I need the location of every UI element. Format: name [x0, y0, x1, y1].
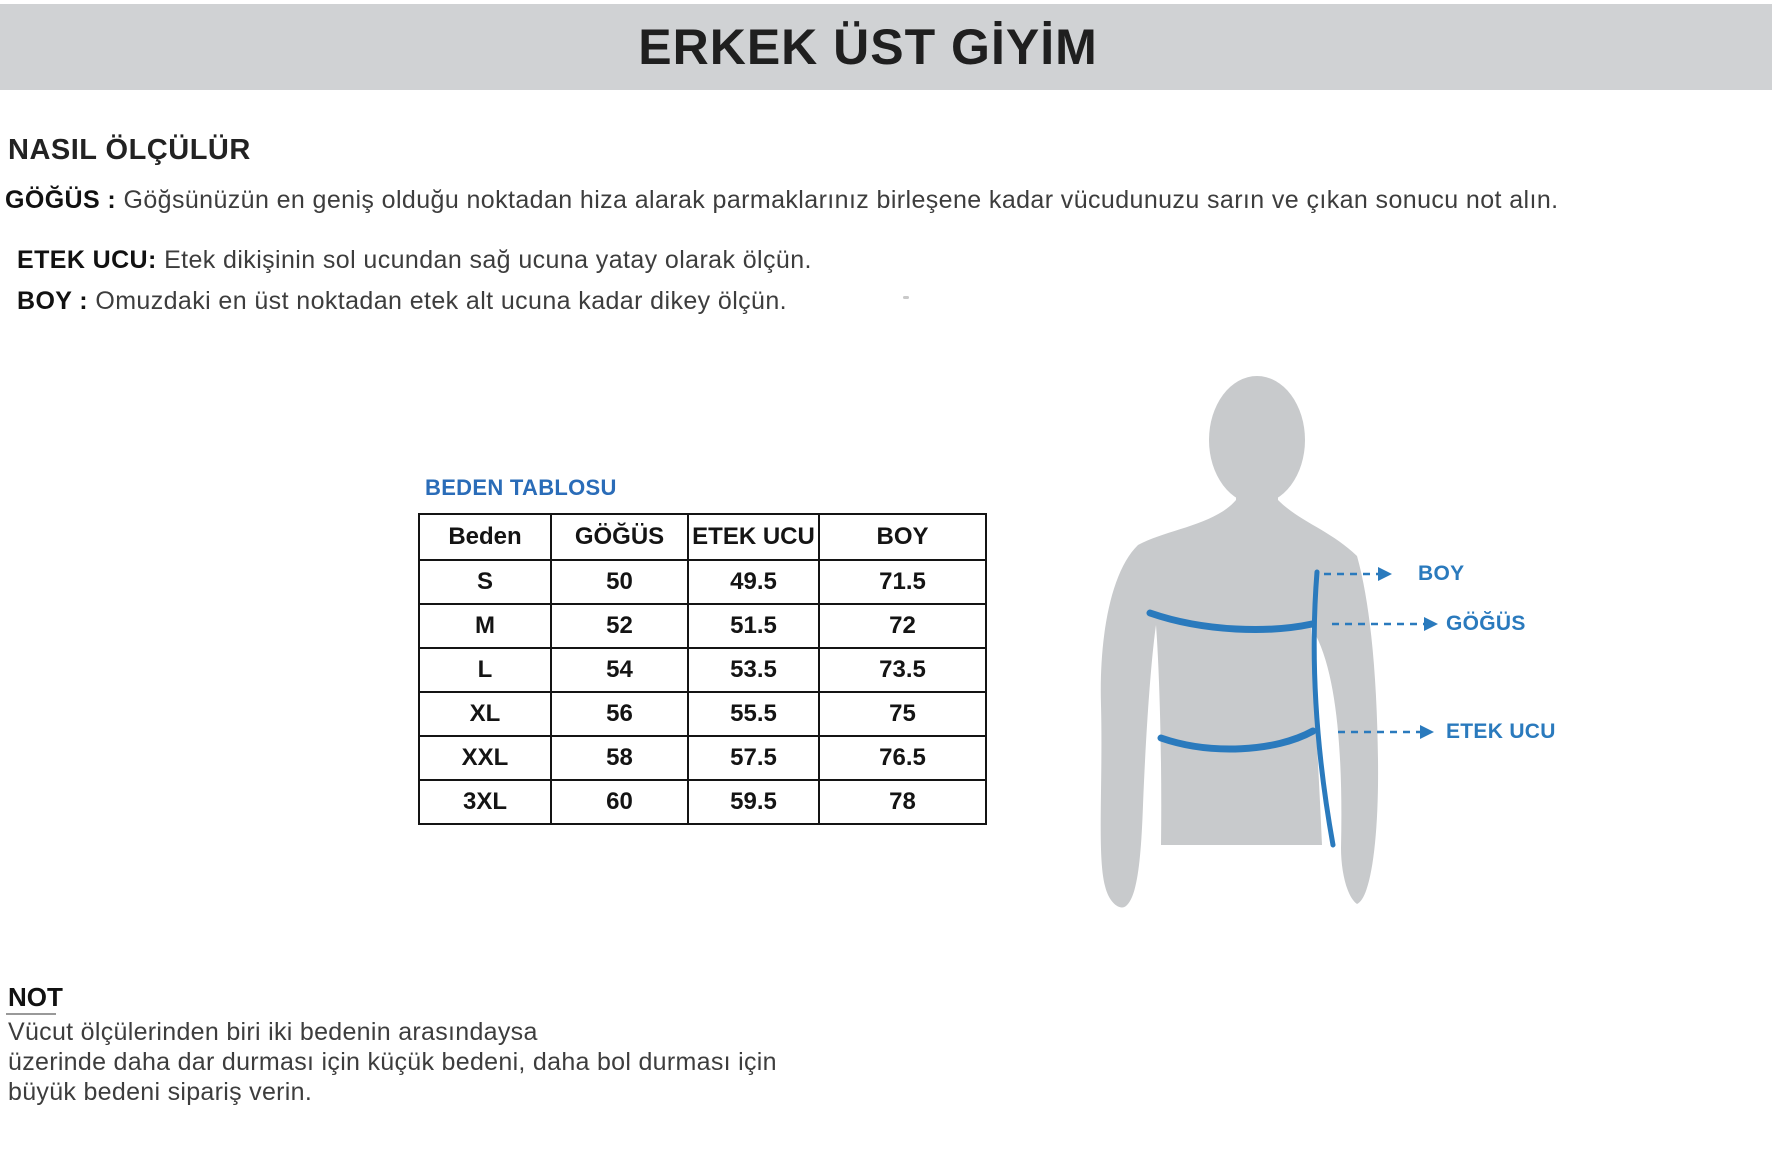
note-line: büyük bedeni sipariş verin.: [8, 1078, 313, 1106]
table-body: [419, 560, 986, 824]
table-row: [419, 692, 986, 736]
table-cell: 49.5: [688, 560, 819, 604]
note-underline: [6, 1013, 56, 1015]
table-row: [419, 780, 986, 824]
table-row: [419, 560, 986, 604]
table-cell: 57.5: [688, 736, 819, 780]
table-cell: 75: [819, 692, 986, 736]
column-header: GÖĞÜS: [551, 514, 688, 560]
table-cell: 54: [551, 648, 688, 692]
table-cell: M: [419, 604, 551, 648]
table-cell: 78: [819, 780, 986, 824]
diagram-label-boy: BOY: [1418, 562, 1465, 585]
measure-desc-text: Göğsünüzün en geniş olduğu noktadan hiza alarak parmaklarınız birleşene kadar vücudunuzu sarın ve çıkan sonucu not alın.: [123, 186, 1559, 214]
table-cell: 51.5: [688, 604, 819, 648]
column-header: BOY: [819, 514, 986, 560]
note-line: üzerinde daha dar durması için küçük bedeni, daha bol durması için: [8, 1048, 777, 1076]
table-cell: 76.5: [819, 736, 986, 780]
table-cell: 55.5: [688, 692, 819, 736]
silhouette-torso: [1101, 500, 1378, 907]
table-cell: L: [419, 648, 551, 692]
table-cell: 71.5: [819, 560, 986, 604]
table-row: [419, 604, 986, 648]
table-cell: 60: [551, 780, 688, 824]
measure-desc-label: GÖĞÜS :: [5, 186, 124, 214]
table-cell: 50: [551, 560, 688, 604]
table-cell: 72: [819, 604, 986, 648]
measure-desc-gogus: [5, 186, 1558, 215]
how-to-measure-title: NASIL ÖLÇÜLÜR: [8, 134, 251, 166]
measure-desc-boy: [17, 287, 787, 316]
measure-desc-label: ETEK UCU:: [17, 246, 165, 274]
table-cell: 52: [551, 604, 688, 648]
table-cell: XXL: [419, 736, 551, 780]
table-cell: 73.5: [819, 648, 986, 692]
table-row: [419, 648, 986, 692]
measure-desc-etek-ucu: [17, 246, 812, 275]
table-cell: XL: [419, 692, 551, 736]
diagram-label-etek-ucu: ETEK UCU: [1446, 720, 1556, 743]
table-cell: 59.5: [688, 780, 819, 824]
table-cell: 56: [551, 692, 688, 736]
table-header-row: [419, 514, 986, 560]
etek-ucu-arrowhead: [1420, 725, 1434, 739]
table-cell: 3XL: [419, 780, 551, 824]
header-bar: [0, 4, 1772, 90]
size-table-title: BEDEN TABLOSU: [425, 475, 617, 500]
measure-desc-text: Etek dikişinin sol ucundan sağ ucuna yatay olarak ölçün.: [164, 246, 812, 274]
measure-desc-text: Omuzdaki en üst noktadan etek alt ucuna kadar dikey ölçün.: [95, 287, 788, 315]
body-measurement-diagram: [1080, 330, 1480, 930]
table-row: [419, 736, 986, 780]
table-cell: 58: [551, 736, 688, 780]
size-table: [418, 513, 987, 825]
column-header: Beden: [419, 514, 551, 560]
table-cell: S: [419, 560, 551, 604]
note-title: NOT: [8, 982, 63, 1012]
gogus-arrowhead: [1424, 617, 1438, 631]
note-line: Vücut ölçülerinden biri iki bedenin arasındaysa: [8, 1018, 538, 1046]
column-header: ETEK UCU: [688, 514, 819, 560]
measure-desc-label: BOY :: [17, 287, 96, 315]
stray-dot: [903, 296, 909, 299]
page-title: ERKEK ÜST GİYİM: [638, 19, 1098, 75]
diagram-label-gogus: GÖĞÜS: [1446, 612, 1526, 635]
boy-arrowhead: [1378, 567, 1392, 581]
table-cell: 53.5: [688, 648, 819, 692]
